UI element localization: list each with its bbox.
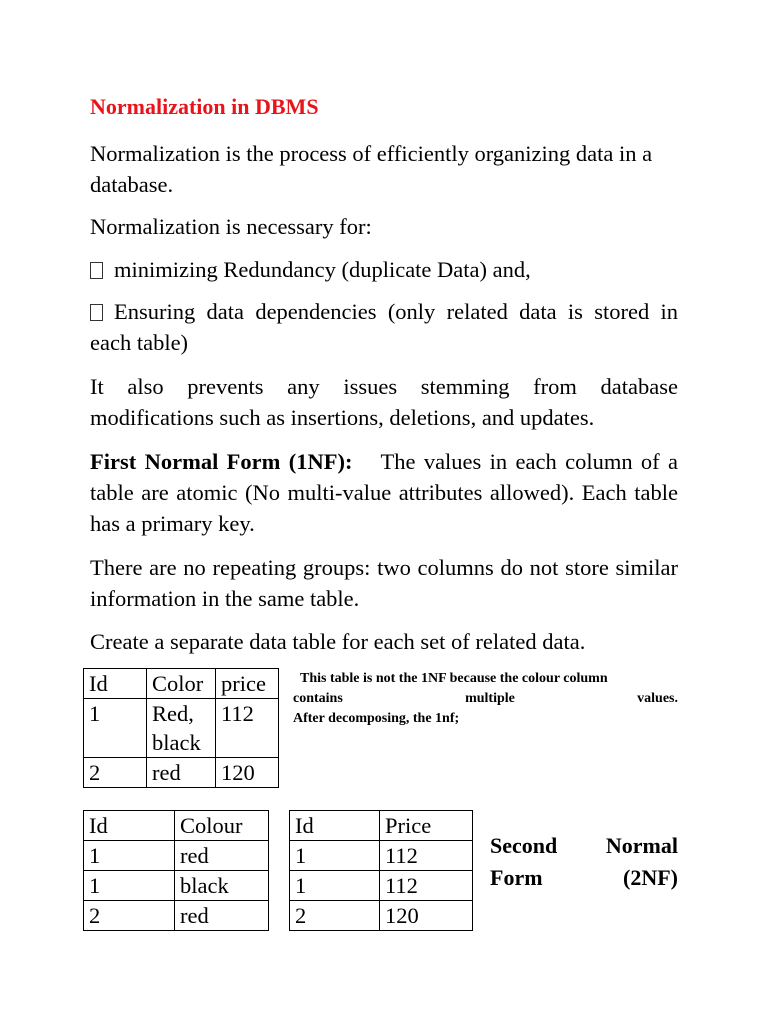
table-cell: 2 <box>290 901 380 931</box>
table-row <box>84 871 269 901</box>
table-cell: 1 <box>84 871 175 901</box>
bullet-item-dependencies <box>90 296 678 358</box>
table-cell: 1 <box>84 699 147 758</box>
table-row <box>84 841 269 871</box>
table-header-cell: Color <box>147 669 216 699</box>
paragraph-1nf <box>90 446 678 539</box>
table-header-cell: Id <box>84 811 175 841</box>
table-cell: 112 <box>216 699 279 758</box>
paragraph-prevents: It also prevents any issues stemming from database modifications such as insertions, deletions, and updates. <box>90 374 678 430</box>
section-heading-2nf: Second Normal Form (2NF) <box>490 833 678 890</box>
table-cell: 1 <box>290 841 380 871</box>
table-header-row <box>290 811 473 841</box>
table-row <box>84 699 279 758</box>
table-price <box>289 810 473 931</box>
bullet-item-redundancy <box>90 254 678 285</box>
paragraph-definition: Normalization is the process of efficiently organizing data in a database. <box>90 141 653 197</box>
section-label-1nf: First Normal Form (1NF): <box>90 449 353 474</box>
table-header-cell: Colour <box>175 811 269 841</box>
table-cell: black <box>175 871 269 901</box>
table-cell: 2 <box>84 758 147 788</box>
table-cell: red <box>175 841 269 871</box>
paragraph-repeating-groups: There are no repeating groups: two columns do not store similar information in the same table. <box>90 555 678 611</box>
missing-glyph-icon <box>90 304 103 321</box>
table-row <box>290 871 473 901</box>
table-row <box>84 901 269 931</box>
note-line: After decomposing, the 1nf; <box>293 711 460 726</box>
table-cell: 120 <box>380 901 473 931</box>
table-cell: 2 <box>84 901 175 931</box>
section-text-1nf: The values in each column of a table are atomic (No multi-value attributes allowed). Each table has a primary key. <box>90 449 679 536</box>
note-line: This table is not the 1NF because the colour column <box>300 671 608 686</box>
table-header-row <box>84 669 279 699</box>
missing-glyph-icon <box>90 262 103 279</box>
table-header-cell: price <box>216 669 279 699</box>
table-header-cell: Id <box>290 811 380 841</box>
table-cell: 1 <box>84 841 175 871</box>
table-cell: Red, black <box>147 699 216 758</box>
table-cell: 112 <box>380 871 473 901</box>
table-cell: 120 <box>216 758 279 788</box>
table-row <box>290 901 473 931</box>
table-note <box>293 669 678 729</box>
bullet-text: minimizing Redundancy (duplicate Data) and, <box>114 257 531 282</box>
page-title: Normalization in DBMS <box>90 94 319 119</box>
paragraph-separate-table: Create a separate data table for each set of related data. <box>90 629 586 654</box>
table-unnormalized <box>83 668 279 788</box>
table-row <box>290 841 473 871</box>
table-colour <box>83 810 269 931</box>
table-cell: 112 <box>380 841 473 871</box>
table-cell: 1 <box>290 871 380 901</box>
table-header-cell: Price <box>380 811 473 841</box>
note-line: contains multiple values. <box>293 691 678 706</box>
table-cell: red <box>147 758 216 788</box>
table-cell: red <box>175 901 269 931</box>
table-row <box>84 758 279 788</box>
paragraph-necessary: Normalization is necessary for: <box>90 214 372 239</box>
table-header-cell: Id <box>84 669 147 699</box>
table-header-row <box>84 811 269 841</box>
bullet-text: Ensuring data dependencies (only related data is stored in each table) <box>90 299 678 355</box>
